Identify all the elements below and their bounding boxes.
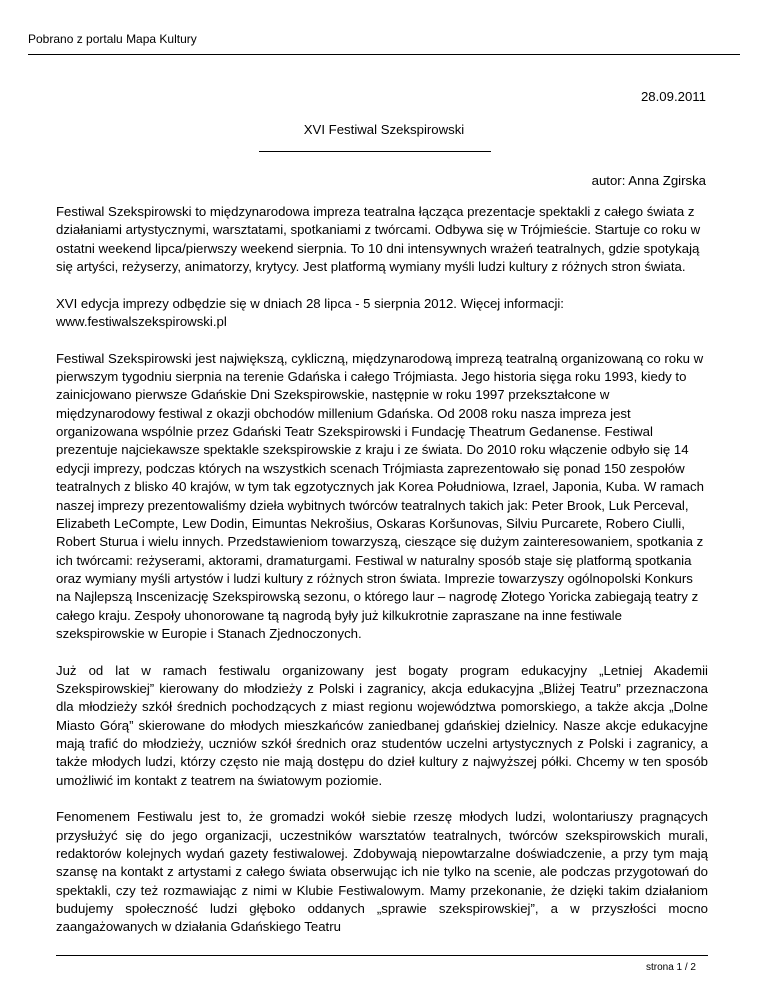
header-divider — [28, 54, 740, 55]
article-body — [56, 203, 708, 937]
page-number: strona 1 / 2 — [645, 962, 696, 973]
paragraph-edition-info: XVI edycja imprezy odbędzie się w dniach 28 lipca - 5 sierpnia 2012. Więcej informacji: www.festiwalszekspirowski.pl — [56, 295, 564, 330]
document-author: autor: Anna Zgirska — [591, 173, 706, 188]
paragraph-history: Festiwal Szekspirowski jest największą, cykliczną, międzynarodową imprezą teatralną organizowaną co roku w pierwszym tygodniu sierpnia na terenie Gdańska i całego Trójmiasta. Jego historia sięga roku 1993, kiedy to zainicjowano pierwsze Gdańskie Dni Szekspirowskie, następnie w roku 1997 przekształcone w międzynarodowy festiwal z okazji obchodów millenium Gdańska. Od 2008 roku nasza impreza jest organizowana wspólnie przez Gdański Teatr Szekspirowski i Fundację Theatrum Gedanense. Festiwal prezentuje najciekawsze spektakle szekspirowskie z kraju i ze świata. Do 2010 roku włączenie odbyło się 14 edycji imprezy, podczas których na wszystkich scenach Trójmiasta zaprezentowało się ponad 150 zespołów teatralnych z blisko 40 krajów, w tym tak egzotycznych jak Korea Południowa, Izrael, Japonia, Kuba. W ramach naszej imprezy prezentowaliśmy dzieła wybitnych twórców teatralnych takich jak: Peter Brook, Luk Perceval, Elizabeth LeCompte, Lew Dodin, Eimuntas Nekrošius, Oskaras Koršunovas, Silviu Purcarete, Robero Ciulli, Robert Sturua i wielu innych. Przedstawieniom towarzyszą, cieszące się dużym zainteresowaniem, spotkania z ich twórcami: reżyserami, aktorami, dramaturgami. Festiwal w naturalny sposób staje się platformą spotkania oraz wymiany myśli artystów i ludzi kultury z różnych stron świata. Imprezie towarzyszy ogólnopolski Konkurs na Najlepszą Inscenizację Szekspirowską sezonu, o którego laur – nagrodę Złotego Yoricka zabiegają teatry z całego kraju. Zespoły uhonorowane tą nagrodą były już kilkukrotnie zapraszane na inne festiwale szekspirowskie w Europie i Stanach Zjednoczonych. — [56, 350, 704, 641]
title-underline — [259, 151, 491, 152]
paragraph-education: Już od lat w ramach festiwalu organizowany jest bogaty program edukacyjny „Letniej Akademii Szekspirowskiej” kierowany do młodzieży z Polski i zagranicy, akcja edukacyjna „Bliżej Teatru” przeznaczona dla młodzieży szkół średnich pochodzących z miast regionu województwa pomorskiego, a także akcja „Dolne Miasto Górą” skierowane do młodych mieszkańców zaniedbanej gdańskiej dzielnicy. Nasze akcje edukacyjne mają trafić do młodzieży, uczniów szkół średnich oraz studentów uczelni artystycznych z Polski i zagranicy, a także młodych ludzi, którzy często nie mają dostępu do dzieł kultury z najwyższej półki. Chcemy w ten sposób umożliwić im kontakt z teatrem na światowym poziomie. — [56, 662, 708, 788]
document-title: XVI Festiwal Szekspirowski — [303, 122, 465, 137]
document-date: 28.09.2011 — [640, 89, 706, 104]
portal-source-header: Pobrano z portalu Mapa Kultury — [28, 32, 197, 46]
footer-divider — [56, 955, 708, 956]
paragraph-volunteers: Fenomenem Festiwalu jest to, że gromadzi wokół siebie rzeszę młodych ludzi, wolontariuszy pragnących przysłużyć się do jego organizacji, uczestników warsztatów teatralnych, twórców szekspirowskich murali, redaktorów kolejnych wydań gazety festiwalowej. Zdobywają niepowtarzalne doświadczenie, a przy tym mają szansę na kontakt z artystami z całego świata obserwując ich nie tylko na scenie, ale podczas przygotowań do spektakli, czy też rozmawiając z nimi w Klubie Festiwalowym. Mamy przekonanie, że dzięki takim działaniom budujemy społeczność ludzi głęboko oddanych „sprawie szekspirowskiej”, a w przyszłości mocno zaangażowanych w działania Gdańskiego Teatru — [56, 809, 708, 935]
paragraph-intro: Festiwal Szekspirowski to międzynarodowa impreza teatralna łącząca prezentacje spektakli z całego świata z działaniami artystycznymi, warsztatami, spotkaniami z twórcami. Odbywa się w Trójmieście. Startuje co roku w ostatni weekend lipca/pierwszy weekend sierpnia. To 10 dni intensywnych wrażeń teatralnych, gdzie spotykają się artyści, reżyserzy, animatorzy, krytycy. Jest platformą wymiany myśli ludzi kultury z różnych stron świata. — [56, 204, 701, 275]
